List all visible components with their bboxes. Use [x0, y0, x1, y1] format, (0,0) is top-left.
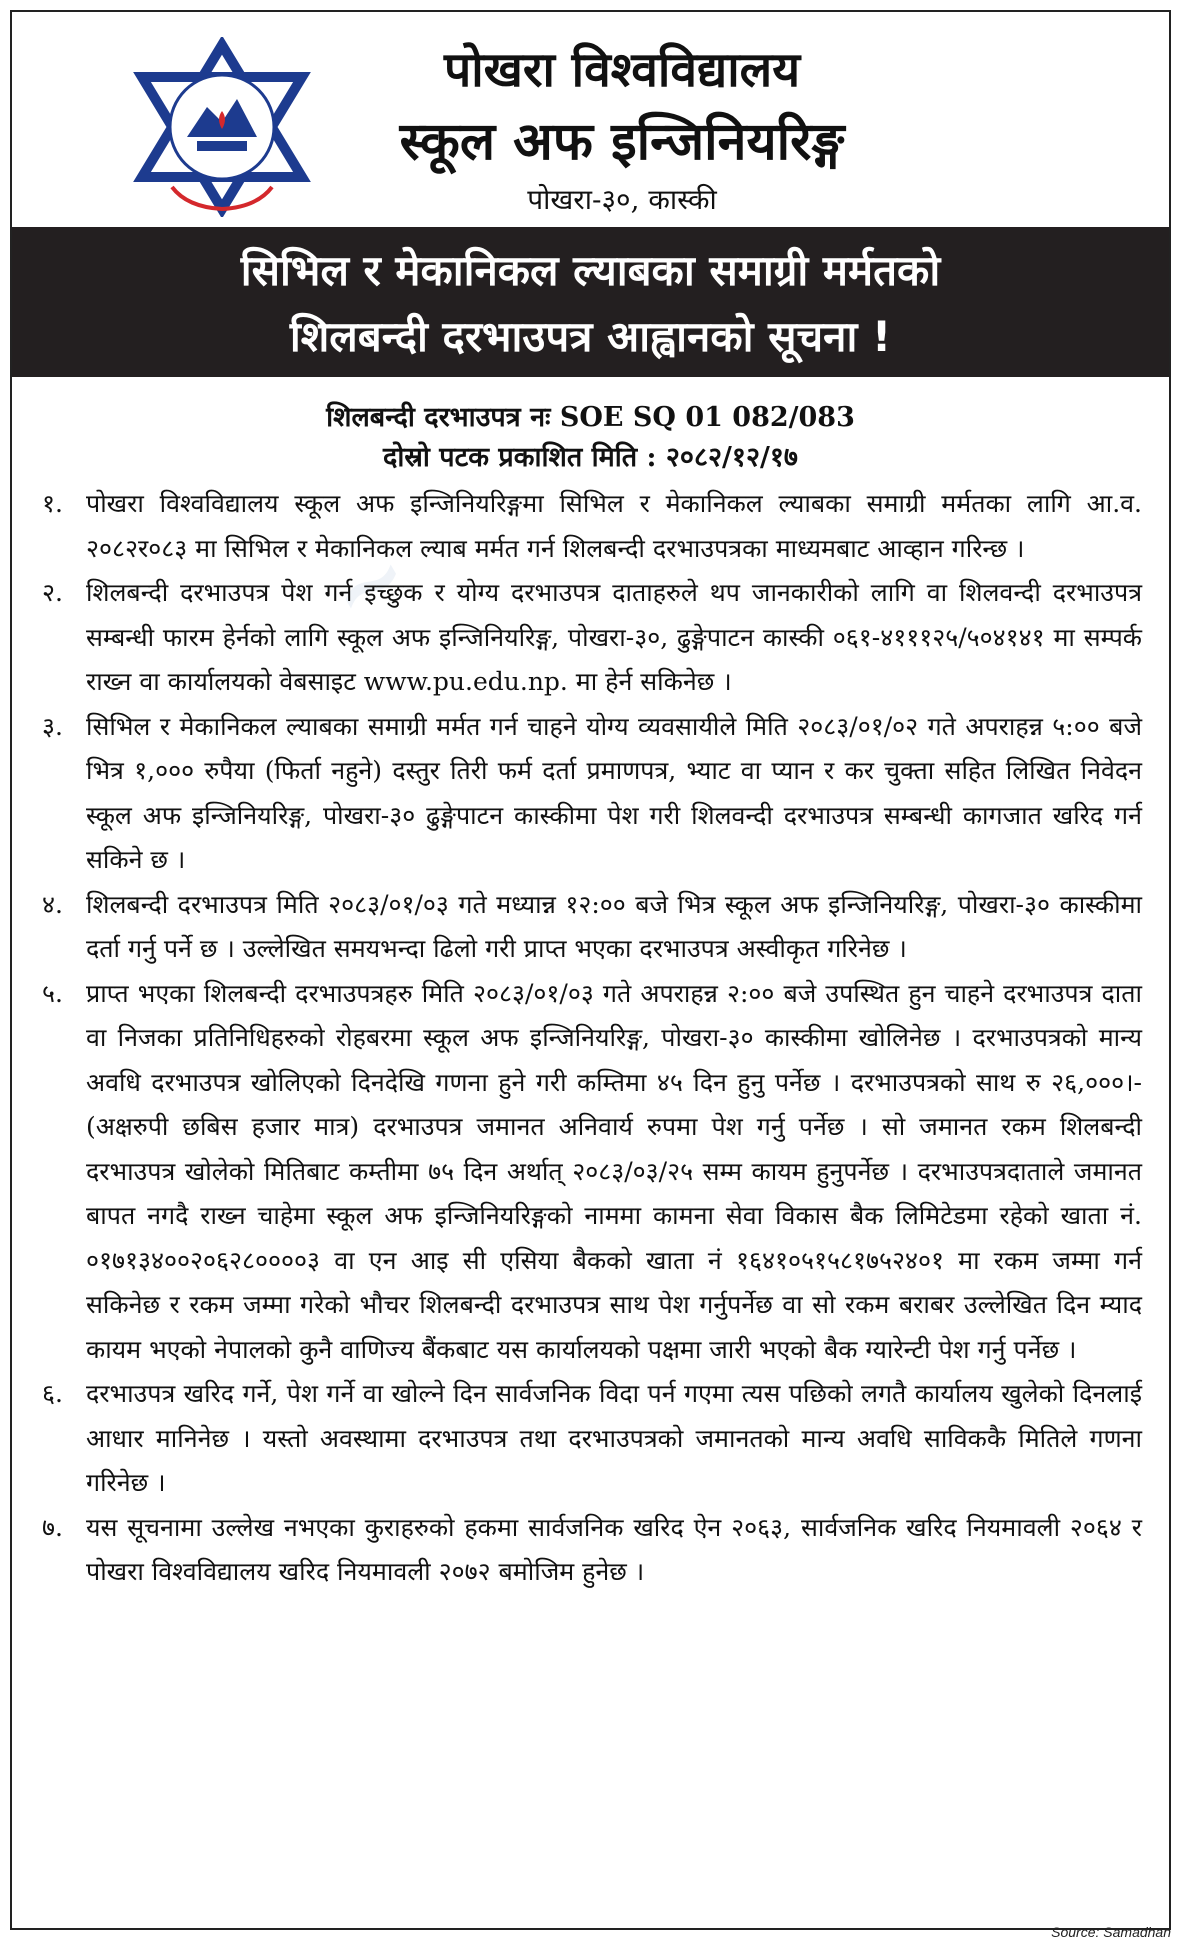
notice-document — [10, 10, 1171, 1930]
item-number: ३. — [42, 711, 63, 741]
notice-body — [42, 482, 1142, 1595]
watermark: ~ — [310, 520, 429, 649]
source-credit: Source: Samadhan — [1051, 1924, 1171, 1940]
notice-header — [12, 12, 1169, 222]
item-number: ७. — [42, 1512, 63, 1542]
notice-item — [42, 883, 1142, 972]
notice-item — [42, 571, 1142, 705]
item-text: प्राप्त भएका शिलबन्दी दरभाउपत्रहरु मिति २०८३/०१/०३ गते अपराहन्न २:०० बजे उपस्थित हुन चाहने दरभाउपत्र दाता वा निजका प्रतिनिधिहरुको रोहबरमा स्कूल अफ इन्जिनियरिङ्ग, पोखरा-३० कास्कीमा खोलिनेछ । दरभाउपत्रको मान्य अवधि दरभाउपत्र खोलिएको दिनदेखि गणना हुने गरी कम्तिमा ४५ दिन हुनु पर्नेछ । दरभाउपत्रको साथ रु २६,०००।- (अक्षरुपी छबिस हजार मात्र) दरभाउपत्र जमानत अनिवार्य रुपमा पेश गर्नु पर्नेछ । सो जमानत रकम शिलबन्दी दरभाउपत्र खोलेको मितिबाट कम्तीमा ७५ दिन अर्थात् २०८३/०३/२५ सम्म कायम हुनुपर्नेछ । दरभाउपत्रदाताले जमानत बापत नगदै राख्न चाहेमा स्कूल अफ इन्जिनियरिङ्गको नाममा कामना सेवा विकास बैक लिमिटेडमा रहेको खाता नं. ०१७१३४००२०६२८००००३ वा एन आइ सी एसिया बैकको खाता नं १६४१०५१५८१७५२४०१ मा रकम जम्मा गर्न सकिनेछ र रकम जम्मा गरेको भौचर शिलबन्दी दरभाउपत्र साथ पेश गर्नुपर्नेछ वा सो रकम बराबर उल्लेखित दिन म्याद कायम भएको नेपालको कुनै वाणिज्य बैंकबाट यस कार्यालयको पक्षमा जारी भएको बैक ग्यारेन्टी पेश गर्नु पर्नेछ । — [86, 978, 1142, 1364]
notice-title-line-2: शिलबन्दी दरभाउपत्र आह्वानको सूचना ! — [289, 312, 892, 361]
school-name: स्कूल अफ इन्जिनियरिङ्ग — [399, 112, 845, 172]
item-number: ४. — [42, 889, 63, 919]
item-number: ६. — [42, 1379, 63, 1408]
item-text: यस सूचनामा उल्लेख नभएका कुराहरुको हकमा सार्वजनिक खरिद ऐन २०६३, सार्वजनिक खरिद नियमावली २०६४ र पोखरा विश्वविद्यालय खरिद नियमावली २०७२ बमोजिम हुनेछ । — [86, 1512, 1142, 1586]
university-name: पोखरा विश्वविद्यालय — [443, 42, 801, 98]
item-text: सिभिल र मेकानिकल ल्याबका समाग्री मर्मत गर्न चाहने योग्य व्यवसायीले मिति २०८३/०१/०२ गते अपराहन्न ५:०० बजे भित्र १,००० रुपैया (फिर्ता नहुने) दस्तुर तिरी फर्म दर्ता प्रमाणपत्र, भ्याट वा प्यान र कर चुक्ता सहित लिखित निवेदन स्कूल अफ इन्जिनियरिङ्ग, पोखरा-३० ढुङ्गेपाटन कास्कीमा पेश गरी शिलवन्दी दरभाउपत्र सम्बन्धी कागजात खरिद गर्न सकिने छ । — [86, 711, 1142, 874]
published-date: दोस्रो पटक प्रकाशित मिति : २०८२/१२/१७ — [383, 442, 798, 473]
notice-title-line-1: सिभिल र मेकानिकल ल्याबका समाग्री मर्मतको — [240, 246, 941, 295]
item-text: शिलबन्दी दरभाउपत्र मिति २०८३/०१/०३ गते मध्यान्न १२:०० बजे भित्र स्कूल अफ इन्जिनियरिङ्ग, पोखरा-३० कास्कीमा दर्ता गर्नु पर्ने छ । उल्लेखित समयभन्दा ढिलो गरी प्राप्त भएका दरभाउपत्र अस्वीकृत गरिनेछ । — [86, 889, 1142, 963]
item-text: शिलबन्दी दरभाउपत्र पेश गर्न इच्छुक र योग्य दरभाउपत्र दाताहरुले थप जानकारीको लागि वा शिलवन्दी दरभाउपत्र सम्बन्धी फारम हेर्नको लागि स्कूल अफ इन्जिनियरिङ्ग, पोखरा-३०, ढुङ्गेपाटन कास्की ०६१-४१११२५/५०४१४१ मा सम्पर्क राख्न वा कार्यालयको वेबसाइट www.pu.edu.np. मा हेर्न सकिनेछ । — [86, 578, 1142, 696]
item-number: २. — [42, 578, 63, 607]
item-number: १. — [42, 489, 63, 518]
notice-item — [42, 972, 1142, 1373]
school-address: पोखरा-३०, कास्की — [527, 183, 717, 216]
item-text: पोखरा विश्वविद्यालय स्कूल अफ इन्जिनियरिङ्गमा सिभिल र मेकानिकल ल्याबका समाग्री मर्मतका लागि आ.व. २०८२र०८३ मा सिभिल र मेकानिकल ल्याब मर्मत गर्न शिलबन्दी दरभाउपत्रका माध्यमबाट आव्हान गरिन्छ । — [86, 489, 1142, 563]
item-number: ५. — [42, 978, 63, 1008]
notice-item — [42, 482, 1142, 571]
notice-item — [42, 1372, 1142, 1506]
notice-item — [42, 705, 1142, 883]
tender-number: शिलबन्दी दरभाउपत्र नः SOE SQ 01 082/083 — [326, 402, 855, 433]
notice-item — [42, 1506, 1142, 1595]
notice-title-banner — [12, 227, 1169, 377]
item-text: दरभाउपत्र खरिद गर्ने, पेश गर्ने वा खोल्ने दिन सार्वजनिक विदा पर्न गएमा त्यस पछिको लगतै कार्यालय खुलेको दिनलाई आधार मानिनेछ । यस्तो अवस्थामा दरभाउपत्र तथा दरभाउपत्रको जमानतको मान्य अवधि साविककै मितिले गणना गरिनेछ । — [86, 1379, 1142, 1497]
